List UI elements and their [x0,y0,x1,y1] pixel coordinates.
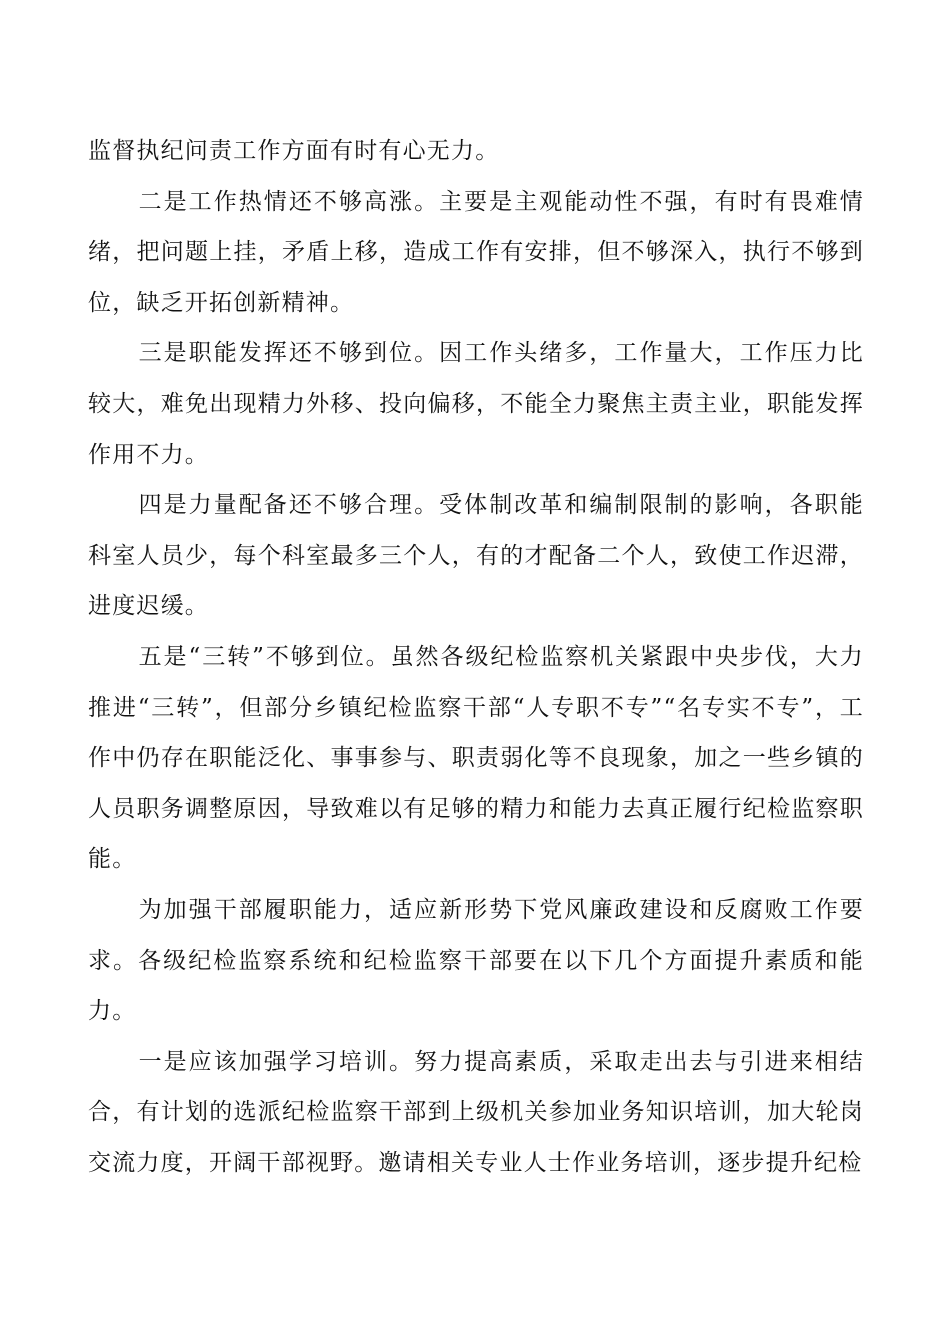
paragraph-4: 四是力量配备还不够合理。受体制改革和编制限制的影响，各职能科室人员少，每个科室最多三个人，有的才配备二个人，致使工作迟滞，进度迟缓。 [88,492,864,620]
paragraph-2: 二是工作热情还不够高涨。主要是主观能动性不强，有时有畏难情绪，把问题上挂，矛盾上移，造成工作有安排，但不够深入，执行不够到位，缺乏开拓创新精神。 [88,188,864,316]
paragraph-6: 为加强干部履职能力，适应新形势下党风廉政建设和反腐败工作要求。各级纪检监察系统和纪检监察干部要在以下几个方面提升素质和能力。 [88,896,864,1025]
paragraph-7: 一是应该加强学习培训。努力提高素质，采取走出去与引进来相结合，有计划的选派纪检监察干部到上级机关参加业务知识培训，加大轮岗交流力度，开阔干部视野。邀请相关专业人士作业务培训，逐步提升纪检 [88,1048,864,1176]
paragraph-1: 监督执纪问责工作方面有时有心无力。 [88,138,500,164]
document-body [88,126,864,1188]
paragraph-3: 三是职能发挥还不够到位。因工作头绪多，工作量大，工作压力比较大，难免出现精力外移、投向偏移，不能全力聚焦主责主业，职能发挥作用不力。 [88,340,864,468]
paragraph-5: 五是“三转”不够到位。虽然各级纪检监察机关紧跟中央步伐，大力推进“三转”，但部分乡镇纪检监察干部“人专职不专”“名专实不专”，工作中仍存在职能泛化、事事参与、职责弱化等不良现象，加之一些乡镇的人员职务调整原因，导致难以有足够的精力和能力去真正履行纪检监察职能。 [88,643,864,873]
